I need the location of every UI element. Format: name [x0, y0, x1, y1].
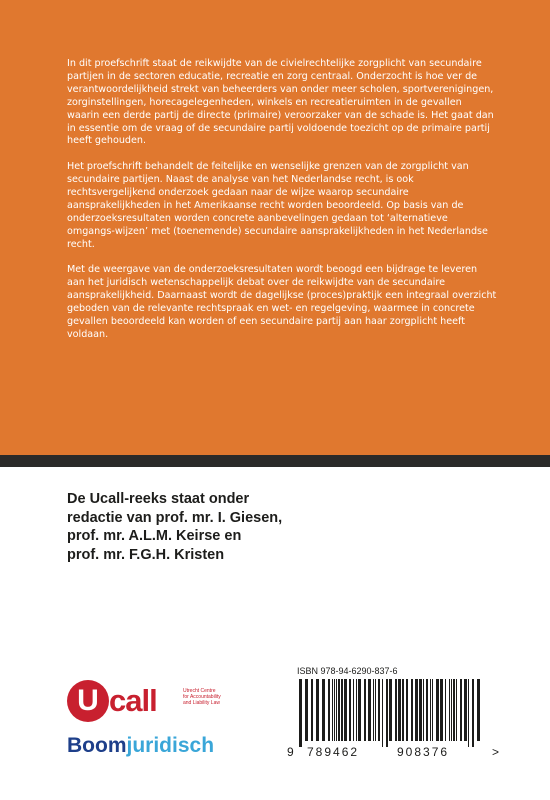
barcode-bar	[311, 679, 313, 741]
barcode-bar	[406, 679, 408, 741]
barcode-bar	[451, 679, 452, 741]
ucall-logo-subtitle	[183, 688, 253, 706]
barcode-bar	[332, 679, 333, 741]
barcode-bar	[338, 679, 340, 741]
barcode-bar	[464, 679, 467, 741]
ucall-subtitle-line-3: and Liability Law	[183, 700, 220, 706]
barcode-bar	[398, 679, 401, 741]
barcode-bar	[426, 679, 428, 741]
barcode-bar	[411, 679, 413, 741]
barcode-bar	[328, 679, 330, 741]
barcode-bar	[349, 679, 351, 741]
barcode-bar	[344, 679, 347, 741]
ucall-logo	[67, 680, 247, 722]
barcode-digit-lead: 9	[287, 745, 294, 759]
barcode-bar	[299, 679, 302, 747]
barcode-bar	[440, 679, 443, 741]
ucall-subtitle-line-1: Utrecht Centre	[183, 688, 216, 694]
barcode-bar	[373, 679, 374, 741]
barcode-bar	[322, 679, 325, 741]
barcode-bar	[386, 679, 388, 747]
barcode-bar	[460, 679, 462, 741]
divider-band	[0, 455, 550, 467]
barcode-digits-group-2: 908376	[397, 745, 450, 759]
barcode-bar	[358, 679, 361, 741]
blurb-paragraph-2: Het proefschrift behandelt de feitelijke en wenselijke grenzen van de zorgplicht van secundaire partijen. Naast de analyse van het Nederlandse recht, is ook rechtsvergelijkend onderzoek gedaan naar de wijze waarop secundaire aansprakelijkheden in het Amerikaanse recht worden beoordeeld. Op basis van de onderzoeksresultaten worden concrete aanbevelingen gedaan tot ‘alternatieve omgangs-wijzen’ met (toenemende) secundaire aansprakelijkheden in het Nederlandse recht.	[67, 161, 488, 250]
barcode-bar	[415, 679, 418, 741]
barcode-bar	[389, 679, 392, 741]
editors-line-2: redactie van prof. mr. I. Giesen,	[67, 509, 283, 526]
editors-line-1: De Ucall-reeks staat onder	[67, 491, 250, 507]
barcode-bar	[353, 679, 354, 741]
ucall-logo-circle: U	[67, 680, 109, 722]
barcode-bar	[436, 679, 439, 741]
barcode-bar	[453, 679, 455, 741]
isbn-label: ISBN 978-94-6290-837-6	[297, 666, 398, 676]
blurb-paragraph-3: Met de weergave van de onderzoeksresultaten wordt beoogd een bijdrage te leveren aan het juridisch wetenschappelijk debat over de reikwijdte van de secundaire aansprakelijkheid. Daarnaast wordt de dagelijkse (proces)praktijk een integraal overzicht geboden van de relevante rechtspraak en wet- en regelgeving, waarmee in concrete gevallen beoordeeld kan worden of een secundaire partij aan haar zorgplicht heeft voldaan.	[67, 264, 497, 340]
barcode-bar	[423, 679, 424, 741]
barcode-bar	[364, 679, 366, 741]
publisher-logo-part2: juridisch	[126, 734, 215, 757]
barcode-bar	[341, 679, 343, 741]
barcode-bar	[468, 679, 469, 747]
barcode-bar	[432, 679, 433, 741]
barcode-bar	[430, 679, 431, 741]
barcode-bar	[477, 679, 480, 741]
barcode-bar	[305, 679, 308, 741]
barcode-bar	[472, 679, 474, 747]
barcode-bar	[419, 679, 422, 741]
barcode-bar	[368, 679, 371, 741]
series-editors	[67, 490, 367, 564]
editors-line-3: prof. mr. A.L.M. Keirse en	[67, 528, 242, 544]
barcode-bar	[356, 679, 357, 741]
barcode-bar	[395, 679, 397, 741]
barcode-digits-group-1: 789462	[307, 745, 360, 759]
barcode-bar	[375, 679, 376, 741]
barcode-bar	[382, 679, 383, 747]
barcode-bar	[336, 679, 337, 741]
barcode-digit-mark: >	[492, 745, 500, 759]
blurb-paragraph-1: In dit proefschrift staat de reikwijdte van de civielrechtelijke zorgplicht van secundaire partijen in de sectoren educatie, recreatie en zorg centraal. Onderzocht is hoe ver de verantwoordelijkheid strekt van beheerders van onder meer scholen, sportverenigingen, zorginstellingen, horecagelegenheden, winkels en recreatieruimten in de gevallen waarin een derde partij de directe (primaire) veroorzaker van de schade is. Het gaat dan in essentie om de vraag of de secundaire partij voldoende toezicht op de primaire partij heeft gehouden.	[67, 58, 494, 147]
barcode-bar	[402, 679, 404, 741]
barcode-bar	[334, 679, 335, 741]
barcode	[297, 679, 487, 747]
barcode-bar	[445, 679, 446, 741]
editors-line-4: prof. mr. F.G.H. Kristen	[67, 546, 225, 563]
barcode-bar	[378, 679, 380, 741]
ucall-logo-word: call	[109, 683, 157, 718]
barcode-bar	[316, 679, 319, 741]
publisher-logo	[67, 733, 214, 759]
barcode-bar	[456, 679, 457, 741]
publisher-logo-part1: Boom	[67, 734, 127, 757]
blurb-text	[67, 58, 497, 355]
ucall-subtitle-line-2: for Accountability	[183, 694, 221, 700]
barcode-bar	[449, 679, 450, 741]
